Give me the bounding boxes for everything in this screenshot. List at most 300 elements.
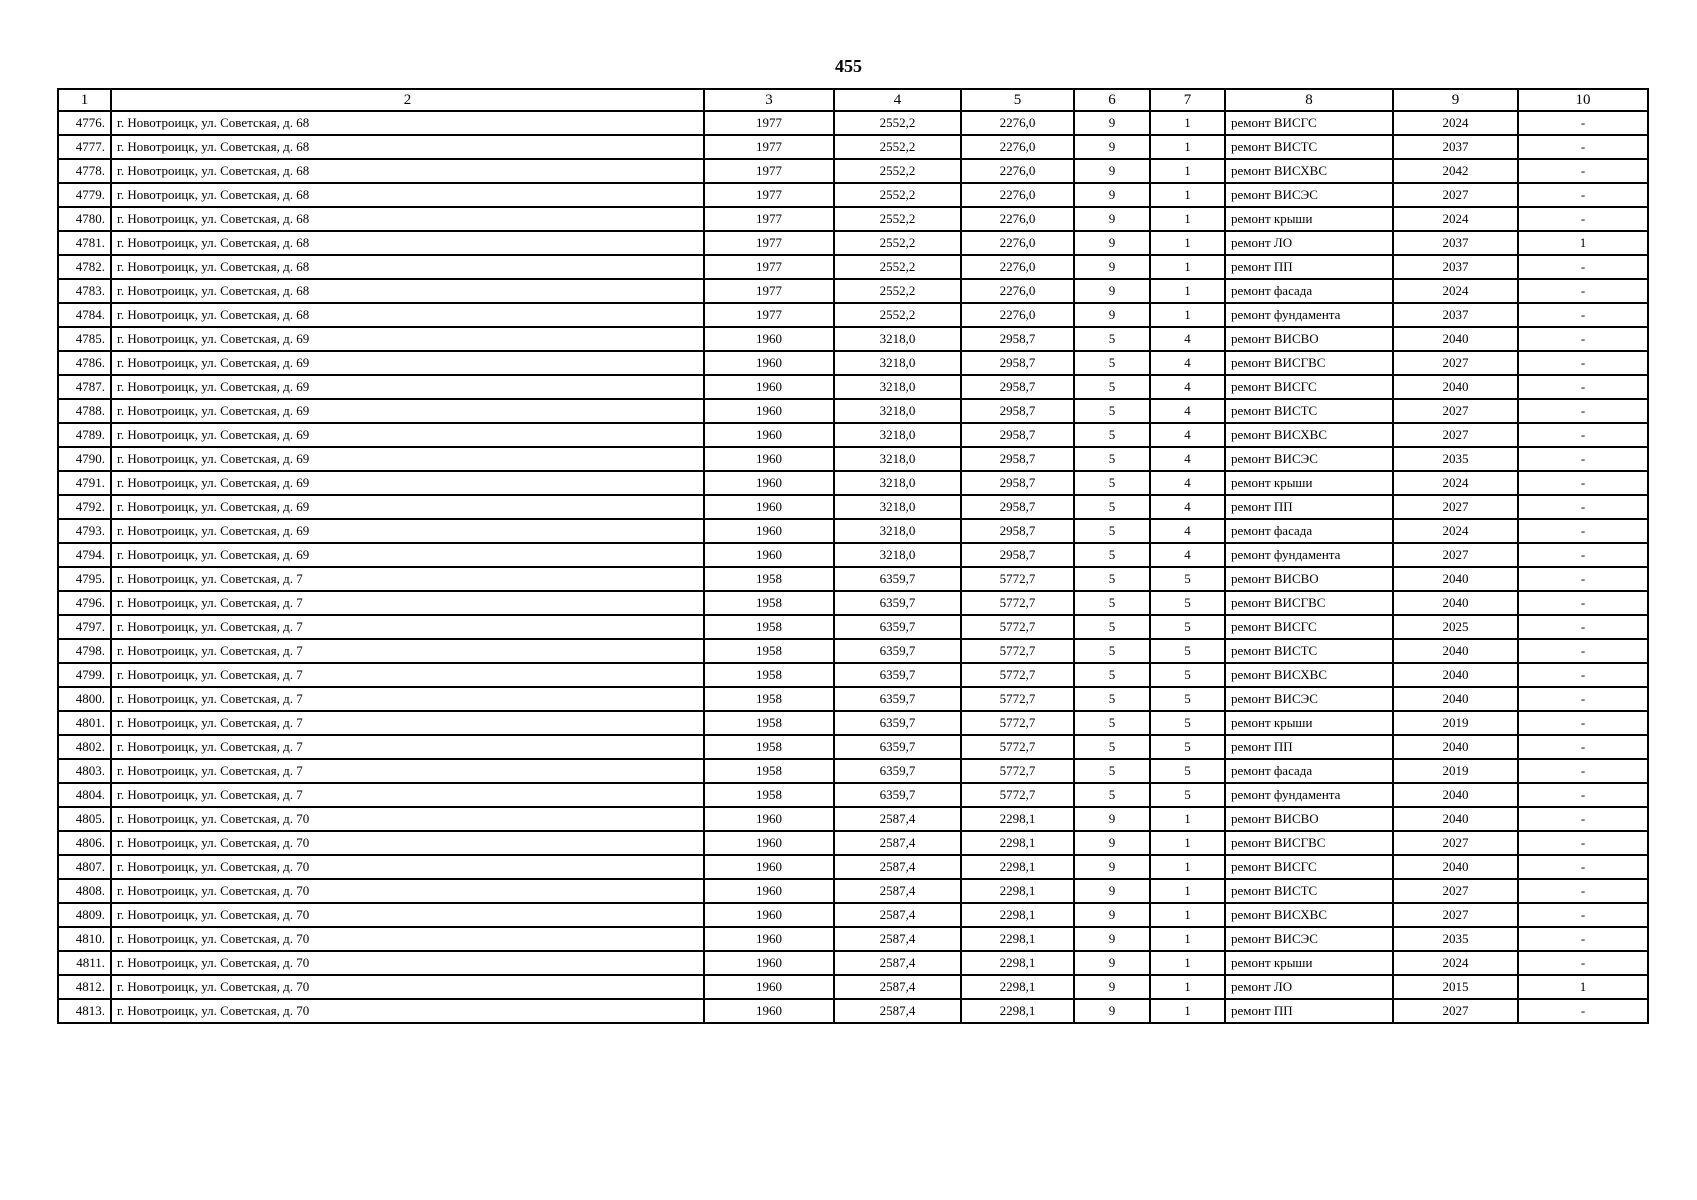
year-built-cell: 1958: [704, 735, 834, 759]
work-type-cell: ремонт фундамента: [1225, 303, 1393, 327]
year-built-cell: 1960: [704, 351, 834, 375]
row-number-cell: 4780.: [58, 207, 111, 231]
table-row: [58, 111, 1648, 135]
total-area-cell: 6359,7: [834, 735, 961, 759]
living-area-cell: 2298,1: [961, 975, 1074, 999]
table-row: [58, 567, 1648, 591]
row-number-cell: 4802.: [58, 735, 111, 759]
year-built-cell: 1977: [704, 231, 834, 255]
planned-year-cell: 2027: [1393, 495, 1518, 519]
work-type-cell: ремонт фундамента: [1225, 783, 1393, 807]
flag-cell: -: [1518, 423, 1648, 447]
address-cell: г. Новотроицк, ул. Советская, д. 70: [111, 999, 704, 1023]
entrances-cell: 5: [1150, 759, 1225, 783]
entrances-cell: 1: [1150, 927, 1225, 951]
entrances-cell: 1: [1150, 951, 1225, 975]
work-type-cell: ремонт крыши: [1225, 207, 1393, 231]
row-number-cell: 4783.: [58, 279, 111, 303]
table-row: [58, 831, 1648, 855]
address-cell: г. Новотроицк, ул. Советская, д. 7: [111, 759, 704, 783]
table-row: [58, 183, 1648, 207]
address-cell: г. Новотроицк, ул. Советская, д. 68: [111, 111, 704, 135]
living-area-cell: 2298,1: [961, 951, 1074, 975]
entrances-cell: 5: [1150, 735, 1225, 759]
flag-cell: -: [1518, 879, 1648, 903]
work-type-cell: ремонт ВИСГВС: [1225, 591, 1393, 615]
floors-cell: 5: [1074, 471, 1150, 495]
entrances-cell: 1: [1150, 279, 1225, 303]
entrances-cell: 5: [1150, 663, 1225, 687]
year-built-cell: 1958: [704, 711, 834, 735]
floors-cell: 5: [1074, 375, 1150, 399]
row-number-cell: 4813.: [58, 999, 111, 1023]
year-built-cell: 1960: [704, 447, 834, 471]
year-built-cell: 1960: [704, 495, 834, 519]
address-cell: г. Новотроицк, ул. Советская, д. 70: [111, 903, 704, 927]
floors-cell: 9: [1074, 975, 1150, 999]
living-area-cell: 5772,7: [961, 687, 1074, 711]
planned-year-cell: 2040: [1393, 855, 1518, 879]
planned-year-cell: 2035: [1393, 447, 1518, 471]
work-type-cell: ремонт крыши: [1225, 471, 1393, 495]
floors-cell: 9: [1074, 807, 1150, 831]
work-type-cell: ремонт ВИСЭС: [1225, 447, 1393, 471]
total-area-cell: 3218,0: [834, 423, 961, 447]
flag-cell: 1: [1518, 975, 1648, 999]
row-number-cell: 4785.: [58, 327, 111, 351]
entrances-cell: 5: [1150, 639, 1225, 663]
row-number-cell: 4792.: [58, 495, 111, 519]
table-row: [58, 255, 1648, 279]
floors-cell: 5: [1074, 399, 1150, 423]
floors-cell: 9: [1074, 903, 1150, 927]
column-number-header-row: [58, 89, 1648, 111]
flag-cell: -: [1518, 687, 1648, 711]
year-built-cell: 1960: [704, 831, 834, 855]
address-cell: г. Новотроицк, ул. Советская, д. 7: [111, 591, 704, 615]
living-area-cell: 2958,7: [961, 375, 1074, 399]
planned-year-cell: 2037: [1393, 231, 1518, 255]
address-cell: г. Новотроицк, ул. Советская, д. 68: [111, 303, 704, 327]
living-area-cell: 2276,0: [961, 159, 1074, 183]
row-number-cell: 4795.: [58, 567, 111, 591]
living-area-cell: 2276,0: [961, 135, 1074, 159]
floors-cell: 9: [1074, 207, 1150, 231]
year-built-cell: 1977: [704, 111, 834, 135]
planned-year-cell: 2024: [1393, 207, 1518, 231]
table-row: [58, 807, 1648, 831]
address-cell: г. Новотроицк, ул. Советская, д. 70: [111, 975, 704, 999]
living-area-cell: 2276,0: [961, 255, 1074, 279]
year-built-cell: 1960: [704, 807, 834, 831]
living-area-cell: 5772,7: [961, 663, 1074, 687]
planned-year-cell: 2037: [1393, 303, 1518, 327]
living-area-cell: 2958,7: [961, 327, 1074, 351]
flag-cell: -: [1518, 255, 1648, 279]
planned-year-cell: 2024: [1393, 471, 1518, 495]
planned-year-cell: 2025: [1393, 615, 1518, 639]
floors-cell: 5: [1074, 591, 1150, 615]
total-area-cell: 6359,7: [834, 711, 961, 735]
table-row: [58, 351, 1648, 375]
row-number-cell: 4810.: [58, 927, 111, 951]
floors-cell: 5: [1074, 423, 1150, 447]
address-cell: г. Новотроицк, ул. Советская, д. 69: [111, 471, 704, 495]
row-number-cell: 4806.: [58, 831, 111, 855]
year-built-cell: 1960: [704, 327, 834, 351]
table-row: [58, 543, 1648, 567]
table-row: [58, 135, 1648, 159]
living-area-cell: 5772,7: [961, 639, 1074, 663]
table-row: [58, 687, 1648, 711]
row-number-cell: 4807.: [58, 855, 111, 879]
work-type-cell: ремонт крыши: [1225, 951, 1393, 975]
work-type-cell: ремонт ВИСЭС: [1225, 183, 1393, 207]
row-number-cell: 4805.: [58, 807, 111, 831]
living-area-cell: 2298,1: [961, 927, 1074, 951]
living-area-cell: 5772,7: [961, 711, 1074, 735]
entrances-cell: 4: [1150, 399, 1225, 423]
column-header-8: 8: [1225, 89, 1393, 111]
table-row: [58, 951, 1648, 975]
living-area-cell: 2958,7: [961, 543, 1074, 567]
work-type-cell: ремонт ВИСВО: [1225, 567, 1393, 591]
column-header-9: 9: [1393, 89, 1518, 111]
total-area-cell: 2552,2: [834, 159, 961, 183]
entrances-cell: 5: [1150, 783, 1225, 807]
row-number-cell: 4801.: [58, 711, 111, 735]
entrances-cell: 4: [1150, 543, 1225, 567]
total-area-cell: 2587,4: [834, 999, 961, 1023]
entrances-cell: 1: [1150, 231, 1225, 255]
planned-year-cell: 2027: [1393, 999, 1518, 1023]
living-area-cell: 2958,7: [961, 471, 1074, 495]
row-number-cell: 4789.: [58, 423, 111, 447]
living-area-cell: 2276,0: [961, 183, 1074, 207]
flag-cell: -: [1518, 303, 1648, 327]
planned-year-cell: 2040: [1393, 783, 1518, 807]
flag-cell: -: [1518, 591, 1648, 615]
living-area-cell: 2958,7: [961, 519, 1074, 543]
row-number-cell: 4779.: [58, 183, 111, 207]
work-type-cell: ремонт ВИСВО: [1225, 327, 1393, 351]
total-area-cell: 2587,4: [834, 807, 961, 831]
work-type-cell: ремонт ВИСТС: [1225, 639, 1393, 663]
floors-cell: 9: [1074, 999, 1150, 1023]
planned-year-cell: 2027: [1393, 351, 1518, 375]
registry-table: [57, 88, 1649, 1024]
year-built-cell: 1960: [704, 375, 834, 399]
work-type-cell: ремонт ВИСВО: [1225, 807, 1393, 831]
planned-year-cell: 2040: [1393, 687, 1518, 711]
floors-cell: 5: [1074, 687, 1150, 711]
flag-cell: -: [1518, 111, 1648, 135]
year-built-cell: 1958: [704, 591, 834, 615]
address-cell: г. Новотроицк, ул. Советская, д. 7: [111, 711, 704, 735]
column-header-2: 2: [111, 89, 704, 111]
flag-cell: -: [1518, 831, 1648, 855]
row-number-cell: 4787.: [58, 375, 111, 399]
floors-cell: 5: [1074, 735, 1150, 759]
row-number-cell: 4800.: [58, 687, 111, 711]
work-type-cell: ремонт ВИСГС: [1225, 375, 1393, 399]
table-row: [58, 927, 1648, 951]
flag-cell: -: [1518, 543, 1648, 567]
flag-cell: -: [1518, 639, 1648, 663]
flag-cell: -: [1518, 711, 1648, 735]
planned-year-cell: 2027: [1393, 903, 1518, 927]
address-cell: г. Новотроицк, ул. Советская, д. 69: [111, 399, 704, 423]
planned-year-cell: 2035: [1393, 927, 1518, 951]
table-body: [58, 111, 1648, 1023]
entrances-cell: 4: [1150, 423, 1225, 447]
total-area-cell: 6359,7: [834, 783, 961, 807]
living-area-cell: 2298,1: [961, 807, 1074, 831]
flag-cell: -: [1518, 999, 1648, 1023]
floors-cell: 5: [1074, 711, 1150, 735]
address-cell: г. Новотроицк, ул. Советская, д. 7: [111, 639, 704, 663]
table-row: [58, 855, 1648, 879]
entrances-cell: 1: [1150, 159, 1225, 183]
year-built-cell: 1958: [704, 567, 834, 591]
work-type-cell: ремонт фасада: [1225, 759, 1393, 783]
entrances-cell: 5: [1150, 567, 1225, 591]
work-type-cell: ремонт ВИСГВС: [1225, 831, 1393, 855]
year-built-cell: 1960: [704, 399, 834, 423]
floors-cell: 9: [1074, 951, 1150, 975]
address-cell: г. Новотроицк, ул. Советская, д. 68: [111, 183, 704, 207]
floors-cell: 9: [1074, 279, 1150, 303]
table-row: [58, 735, 1648, 759]
flag-cell: -: [1518, 927, 1648, 951]
planned-year-cell: 2040: [1393, 567, 1518, 591]
table-row: [58, 303, 1648, 327]
row-number-cell: 4797.: [58, 615, 111, 639]
floors-cell: 5: [1074, 663, 1150, 687]
living-area-cell: 2958,7: [961, 423, 1074, 447]
floors-cell: 9: [1074, 855, 1150, 879]
floors-cell: 9: [1074, 255, 1150, 279]
total-area-cell: 2552,2: [834, 135, 961, 159]
living-area-cell: 2958,7: [961, 351, 1074, 375]
address-cell: г. Новотроицк, ул. Советская, д. 68: [111, 255, 704, 279]
floors-cell: 5: [1074, 759, 1150, 783]
flag-cell: -: [1518, 183, 1648, 207]
planned-year-cell: 2040: [1393, 807, 1518, 831]
year-built-cell: 1977: [704, 207, 834, 231]
total-area-cell: 6359,7: [834, 615, 961, 639]
total-area-cell: 6359,7: [834, 591, 961, 615]
year-built-cell: 1958: [704, 687, 834, 711]
flag-cell: -: [1518, 615, 1648, 639]
work-type-cell: ремонт ВИСЭС: [1225, 687, 1393, 711]
work-type-cell: ремонт ВИСХВС: [1225, 159, 1393, 183]
work-type-cell: ремонт ВИСГС: [1225, 111, 1393, 135]
row-number-cell: 4811.: [58, 951, 111, 975]
planned-year-cell: 2024: [1393, 279, 1518, 303]
total-area-cell: 6359,7: [834, 639, 961, 663]
work-type-cell: ремонт ПП: [1225, 735, 1393, 759]
flag-cell: -: [1518, 951, 1648, 975]
year-built-cell: 1960: [704, 519, 834, 543]
total-area-cell: 2587,4: [834, 831, 961, 855]
planned-year-cell: 2024: [1393, 111, 1518, 135]
floors-cell: 9: [1074, 183, 1150, 207]
year-built-cell: 1960: [704, 423, 834, 447]
floors-cell: 5: [1074, 495, 1150, 519]
total-area-cell: 2587,4: [834, 879, 961, 903]
row-number-cell: 4778.: [58, 159, 111, 183]
floors-cell: 5: [1074, 783, 1150, 807]
total-area-cell: 2587,4: [834, 903, 961, 927]
flag-cell: -: [1518, 855, 1648, 879]
total-area-cell: 2552,2: [834, 183, 961, 207]
living-area-cell: 5772,7: [961, 783, 1074, 807]
floors-cell: 5: [1074, 639, 1150, 663]
flag-cell: -: [1518, 903, 1648, 927]
column-header-1: 1: [58, 89, 111, 111]
floors-cell: 9: [1074, 303, 1150, 327]
address-cell: г. Новотроицк, ул. Советская, д. 69: [111, 495, 704, 519]
work-type-cell: ремонт ПП: [1225, 999, 1393, 1023]
table-row: [58, 231, 1648, 255]
table-row: [58, 639, 1648, 663]
floors-cell: 5: [1074, 615, 1150, 639]
planned-year-cell: 2040: [1393, 663, 1518, 687]
living-area-cell: 5772,7: [961, 735, 1074, 759]
table-row: [58, 615, 1648, 639]
planned-year-cell: 2015: [1393, 975, 1518, 999]
flag-cell: 1: [1518, 231, 1648, 255]
living-area-cell: 2276,0: [961, 231, 1074, 255]
planned-year-cell: 2019: [1393, 711, 1518, 735]
row-number-cell: 4788.: [58, 399, 111, 423]
planned-year-cell: 2037: [1393, 255, 1518, 279]
planned-year-cell: 2040: [1393, 639, 1518, 663]
table-row: [58, 423, 1648, 447]
total-area-cell: 2552,2: [834, 255, 961, 279]
living-area-cell: 2298,1: [961, 879, 1074, 903]
living-area-cell: 2298,1: [961, 855, 1074, 879]
address-cell: г. Новотроицк, ул. Советская, д. 69: [111, 375, 704, 399]
address-cell: г. Новотроицк, ул. Советская, д. 69: [111, 327, 704, 351]
address-cell: г. Новотроицк, ул. Советская, д. 69: [111, 447, 704, 471]
floors-cell: 9: [1074, 831, 1150, 855]
floors-cell: 5: [1074, 567, 1150, 591]
living-area-cell: 5772,7: [961, 591, 1074, 615]
table-row: [58, 399, 1648, 423]
entrances-cell: 4: [1150, 447, 1225, 471]
work-type-cell: ремонт фундамента: [1225, 543, 1393, 567]
planned-year-cell: 2040: [1393, 735, 1518, 759]
work-type-cell: ремонт ЛО: [1225, 231, 1393, 255]
entrances-cell: 1: [1150, 855, 1225, 879]
address-cell: г. Новотроицк, ул. Советская, д. 68: [111, 135, 704, 159]
table-row: [58, 207, 1648, 231]
entrances-cell: 1: [1150, 975, 1225, 999]
table-row: [58, 471, 1648, 495]
work-type-cell: ремонт ВИСЭС: [1225, 927, 1393, 951]
entrances-cell: 1: [1150, 999, 1225, 1023]
row-number-cell: 4791.: [58, 471, 111, 495]
entrances-cell: 4: [1150, 471, 1225, 495]
total-area-cell: 3218,0: [834, 495, 961, 519]
planned-year-cell: 2040: [1393, 375, 1518, 399]
entrances-cell: 1: [1150, 255, 1225, 279]
year-built-cell: 1960: [704, 975, 834, 999]
flag-cell: -: [1518, 399, 1648, 423]
total-area-cell: 6359,7: [834, 687, 961, 711]
row-number-cell: 4790.: [58, 447, 111, 471]
living-area-cell: 2298,1: [961, 903, 1074, 927]
total-area-cell: 2552,2: [834, 111, 961, 135]
year-built-cell: 1960: [704, 855, 834, 879]
row-number-cell: 4777.: [58, 135, 111, 159]
flag-cell: -: [1518, 663, 1648, 687]
living-area-cell: 2276,0: [961, 303, 1074, 327]
row-number-cell: 4794.: [58, 543, 111, 567]
entrances-cell: 1: [1150, 903, 1225, 927]
living-area-cell: 2276,0: [961, 279, 1074, 303]
column-header-6: 6: [1074, 89, 1150, 111]
address-cell: г. Новотроицк, ул. Советская, д. 7: [111, 615, 704, 639]
year-built-cell: 1977: [704, 279, 834, 303]
planned-year-cell: 2027: [1393, 399, 1518, 423]
year-built-cell: 1977: [704, 303, 834, 327]
year-built-cell: 1977: [704, 183, 834, 207]
work-type-cell: ремонт ВИСТС: [1225, 135, 1393, 159]
address-cell: г. Новотроицк, ул. Советская, д. 70: [111, 807, 704, 831]
total-area-cell: 3218,0: [834, 351, 961, 375]
floors-cell: 5: [1074, 519, 1150, 543]
total-area-cell: 6359,7: [834, 759, 961, 783]
total-area-cell: 2587,4: [834, 855, 961, 879]
living-area-cell: 5772,7: [961, 615, 1074, 639]
planned-year-cell: 2027: [1393, 543, 1518, 567]
table-row: [58, 375, 1648, 399]
planned-year-cell: 2027: [1393, 831, 1518, 855]
floors-cell: 9: [1074, 111, 1150, 135]
entrances-cell: 4: [1150, 351, 1225, 375]
address-cell: г. Новотроицк, ул. Советская, д. 68: [111, 279, 704, 303]
floors-cell: 5: [1074, 351, 1150, 375]
year-built-cell: 1977: [704, 159, 834, 183]
flag-cell: -: [1518, 351, 1648, 375]
planned-year-cell: 2040: [1393, 327, 1518, 351]
planned-year-cell: 2024: [1393, 951, 1518, 975]
work-type-cell: ремонт фасада: [1225, 519, 1393, 543]
living-area-cell: 5772,7: [961, 567, 1074, 591]
table-row: [58, 903, 1648, 927]
work-type-cell: ремонт ПП: [1225, 495, 1393, 519]
flag-cell: -: [1518, 447, 1648, 471]
page-number: 455: [835, 56, 862, 76]
work-type-cell: ремонт ПП: [1225, 255, 1393, 279]
planned-year-cell: 2037: [1393, 135, 1518, 159]
floors-cell: 5: [1074, 327, 1150, 351]
floors-cell: 5: [1074, 447, 1150, 471]
living-area-cell: 2298,1: [961, 831, 1074, 855]
column-header-5: 5: [961, 89, 1074, 111]
year-built-cell: 1960: [704, 903, 834, 927]
work-type-cell: ремонт ВИСГС: [1225, 855, 1393, 879]
row-number-cell: 4781.: [58, 231, 111, 255]
address-cell: г. Новотроицк, ул. Советская, д. 69: [111, 543, 704, 567]
flag-cell: -: [1518, 495, 1648, 519]
flag-cell: -: [1518, 735, 1648, 759]
address-cell: г. Новотроицк, ул. Советская, д. 68: [111, 231, 704, 255]
table-row: [58, 999, 1648, 1023]
